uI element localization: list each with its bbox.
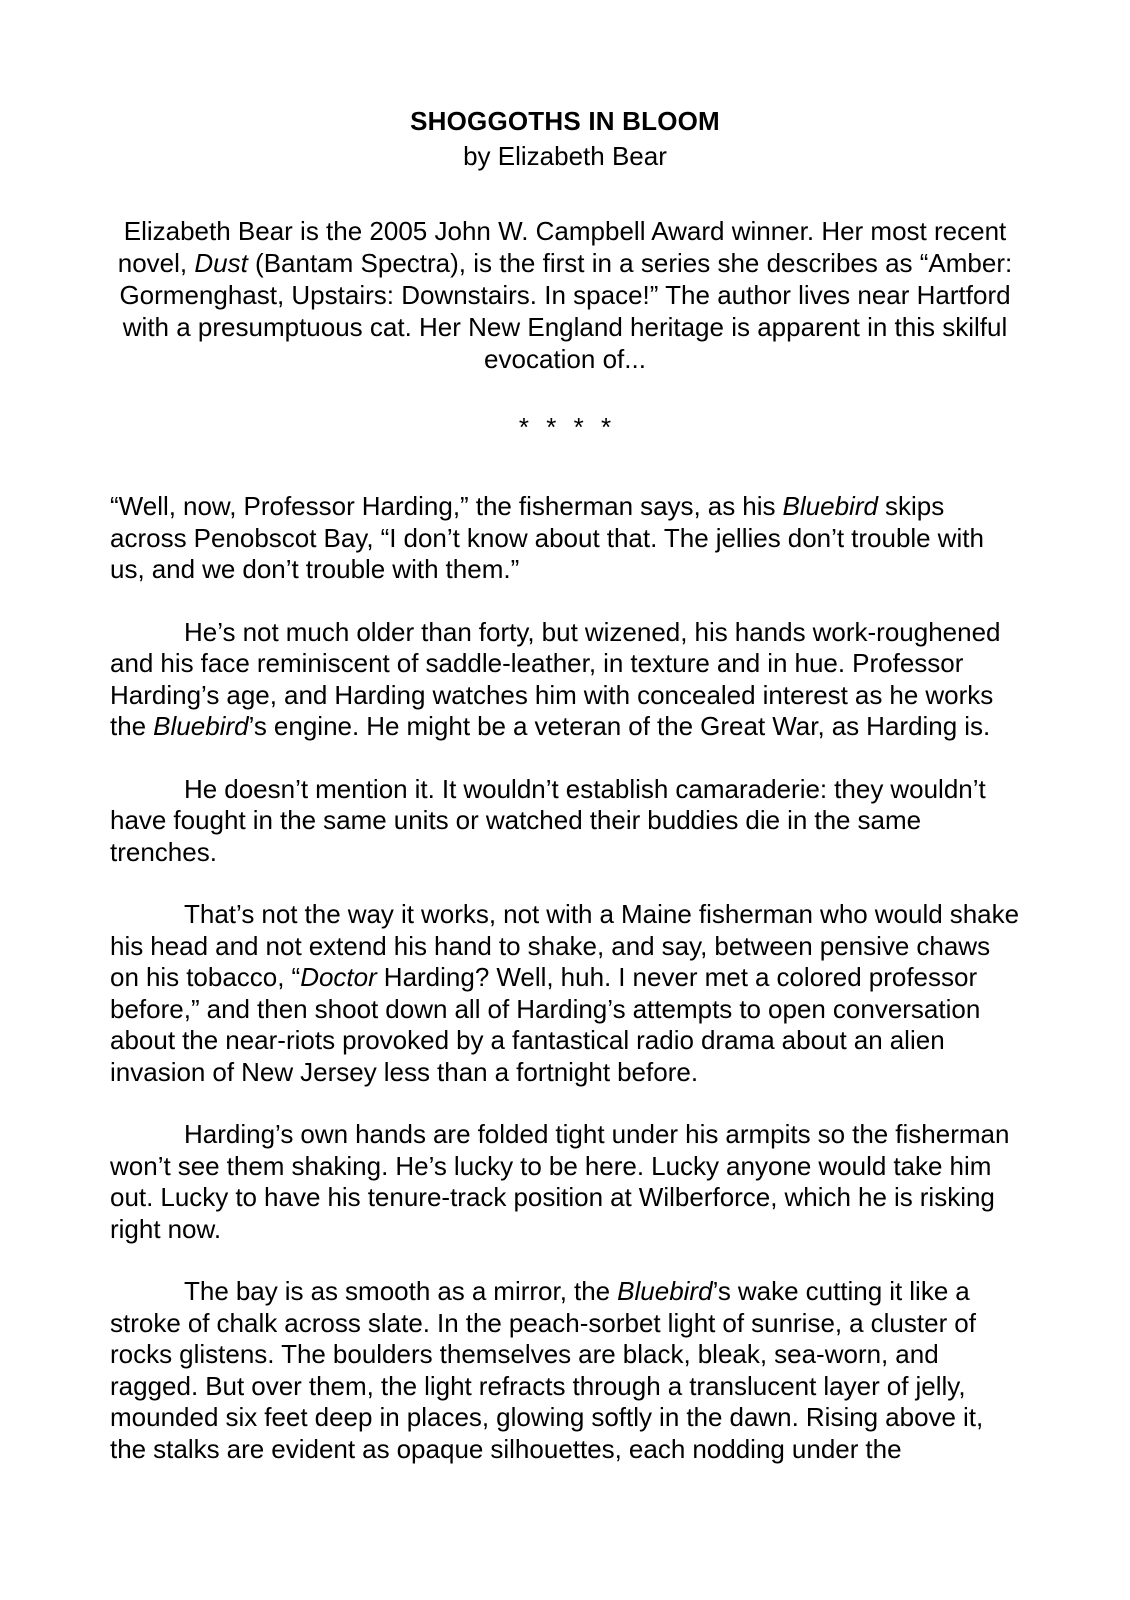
paragraph-text-2: Harding? Well, huh. I never met a colored professor before,” and then shoot down all of Harding’s attempts to open conversation about the near-riots provoked by a fantastical radio drama about an alien invasion of New Jersey less than a fortnight before. (110, 962, 981, 1087)
paragraph-text-2: ’s engine. He might be a veteran of the Great War, as Harding is. (248, 711, 991, 741)
section-separator: * * * * (518, 412, 617, 442)
author-bio-book-title: Dust (194, 248, 248, 278)
author-bio-text-1: Elizabeth Bear is the 2005 John W. Campbell Award winner. Her most recent novel, (117, 216, 1007, 278)
paragraph-text-2: skips across Penobscot Bay, “I don’t know about that. The jellies don’t trouble with us, and we don’t trouble with them.” (110, 491, 984, 584)
story-paragraph (110, 617, 1020, 743)
paragraph-italic-1: Bluebird (782, 491, 878, 521)
paragraph-text-1: The bay is as smooth as a mirror, the (184, 1276, 618, 1306)
author-bio-text-2: (Bantam Spectra), is the first in a series she describes as “Amber: Gormenghast, Upstairs: Downstairs. In space!” The author lives near Hartford with a presumptuous cat. Her New England heritage is apparent in this skilful evocation of... (119, 248, 1013, 374)
story-byline: by Elizabeth Bear (463, 141, 667, 171)
story-paragraph (110, 899, 1020, 1088)
story-paragraph (110, 1276, 1020, 1465)
paragraph-italic-1: Bluebird (617, 1276, 713, 1306)
story-title: SHOGGOTHS IN BLOOM (410, 106, 720, 136)
author-bio-paragraph (110, 172, 1020, 375)
story-paragraph (110, 491, 1020, 586)
paragraph-text-2: ’s wake cutting it like a stroke of chalk across slate. In the peach-sorbet light of sunrise, a cluster of rocks glistens. The boulders themselves are black, bleak, sea-worn, and ragged. But over them, the light refracts through a translucent layer of jelly, mounded six feet deep in places, glowing softly in the dawn. Rising above it, the stalks are evident as opaque silhouettes, each nodding under the (110, 1276, 984, 1464)
story-paragraph (110, 1119, 1020, 1245)
story-paragraph (110, 774, 1020, 869)
paragraph-text-1: “Well, now, Professor Harding,” the fisherman says, as his (110, 491, 783, 521)
paragraph-text-1: Harding’s own hands are folded tight under his armpits so the fisherman won’t see them shaking. He’s lucky to be here. Lucky anyone would take him out. Lucky to have his tenure-track position at Wilberforce, which he is risking right now. (110, 1119, 1010, 1244)
paragraph-italic-1: Bluebird (153, 711, 249, 741)
paragraph-text-1: That’s not the way it works, not with a Maine fisherman who would shake his head and not extend his hand to shake, and say, between pensive chaws on his tobacco, “ (110, 899, 1020, 992)
paragraph-text-1: He’s not much older than forty, but wizened, his hands work-roughened and his face reminiscent of saddle-leather, in texture and in hue. Professor Harding’s age, and Harding watches him with concealed interest as he works the (110, 616, 1001, 741)
story-body (110, 443, 1020, 1465)
paragraph-text-1: He doesn’t mention it. It wouldn’t establish camaraderie: they wouldn’t have fought in the same units or watched their buddies die in the same trenches. (110, 773, 986, 867)
document-content (110, 0, 1020, 1496)
paragraph-italic-1: Doctor (300, 962, 377, 992)
